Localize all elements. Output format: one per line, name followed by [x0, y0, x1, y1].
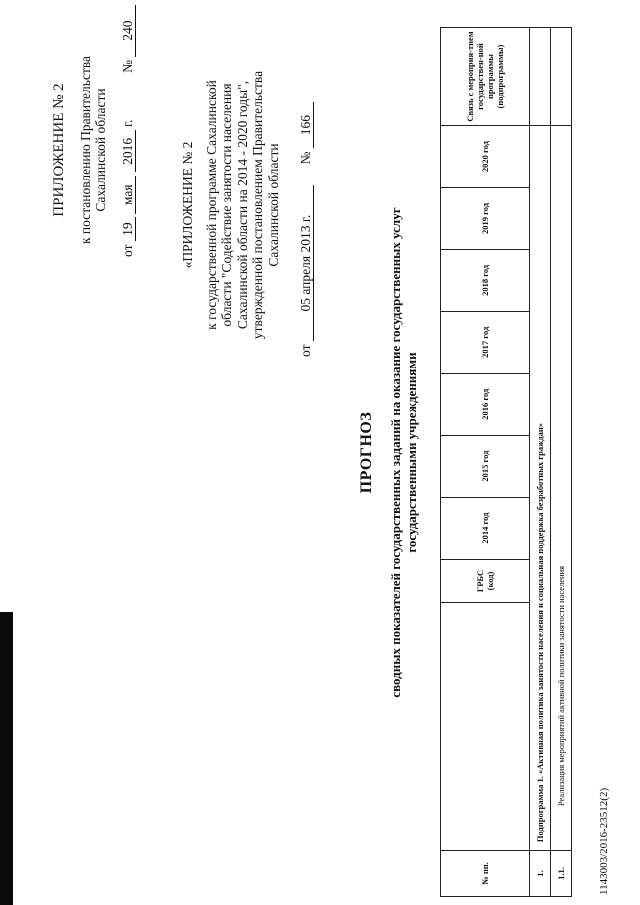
appendix-month: мая — [121, 176, 136, 214]
row-empty-cell — [551, 28, 572, 126]
document-title: ПРОГНОЗ — [358, 411, 375, 494]
prior-appendix-line-2: области "Содействие занятости населения — [219, 83, 234, 327]
column-header: 2017 год — [441, 311, 530, 373]
forecast-table — [440, 27, 572, 897]
document-subtitle-line-2: государственными учреждениями — [404, 352, 419, 553]
prior-appendix-line-3: Сахалинской области на 2014 - 2020 годы", — [234, 80, 250, 330]
column-header: 2020 год — [441, 126, 530, 188]
prior-appendix-line-4: утвержденной постановлением Правительства — [250, 70, 265, 340]
appendix-day: 19 — [121, 217, 136, 241]
column-header: Связь с мероприя-тием государствен-ной программы (подпрограммы) — [441, 28, 530, 126]
prior-appendix-line-1: к государственной программе Сахалинской — [203, 80, 219, 330]
appendix-block — [52, 40, 109, 260]
column-header: 2014 год — [441, 497, 530, 559]
appendix-number: 240 — [121, 5, 136, 57]
prior-appendix-date: 05 апреля 2013 г. — [299, 185, 314, 341]
appendix-line-2: Сахалинской области — [93, 88, 108, 212]
row-number: 1.1. — [551, 851, 572, 897]
prior-appendix-date-prefix: от — [298, 344, 313, 357]
row-text: Подпрограмма 1. «Активная политика занятости населения и социальная поддержка безработных граждан» — [530, 126, 551, 851]
column-header: ГРБС (код) — [441, 559, 530, 603]
appendix-line-1: к постановлению Правительства — [77, 55, 93, 245]
prior-appendix-line-5: Сахалинской области — [265, 143, 281, 267]
appendix-year-suffix: г. — [120, 119, 135, 128]
document-subtitle-line-1: сводных показателей государственных заданий на оказание государственных услуг — [388, 207, 403, 698]
prior-appendix-number: 166 — [299, 102, 314, 148]
column-header: № пп. — [441, 851, 530, 897]
row-empty-cell — [530, 28, 551, 126]
footer-code: 1143003/2016-23512(2) — [598, 787, 610, 895]
row-text: Реализация мероприятий активной политики занятости населения — [551, 126, 572, 851]
column-header — [441, 603, 530, 851]
prior-appendix-number-prefix: № — [298, 151, 313, 165]
column-header: 2015 год — [441, 435, 530, 497]
column-header: 2018 год — [441, 249, 530, 311]
column-header: 2019 год — [441, 187, 530, 249]
appendix-number-prefix: № — [120, 59, 135, 73]
prior-appendix-date-line — [298, 102, 314, 357]
row-number: 1. — [530, 851, 551, 897]
appendix-title: ПРИЛОЖЕНИЕ № 2 — [51, 83, 67, 217]
table-header-row — [441, 28, 530, 897]
table-row — [530, 28, 551, 897]
appendix-date-prefix: от — [120, 244, 135, 257]
prior-appendix-block — [180, 40, 281, 370]
appendix-year: 2016 — [121, 130, 136, 172]
table-row — [551, 28, 572, 897]
prior-appendix-title: «ПРИЛОЖЕНИЕ № 2 — [180, 141, 195, 269]
appendix-date-line — [120, 5, 136, 257]
column-header: 2016 год — [441, 373, 530, 435]
